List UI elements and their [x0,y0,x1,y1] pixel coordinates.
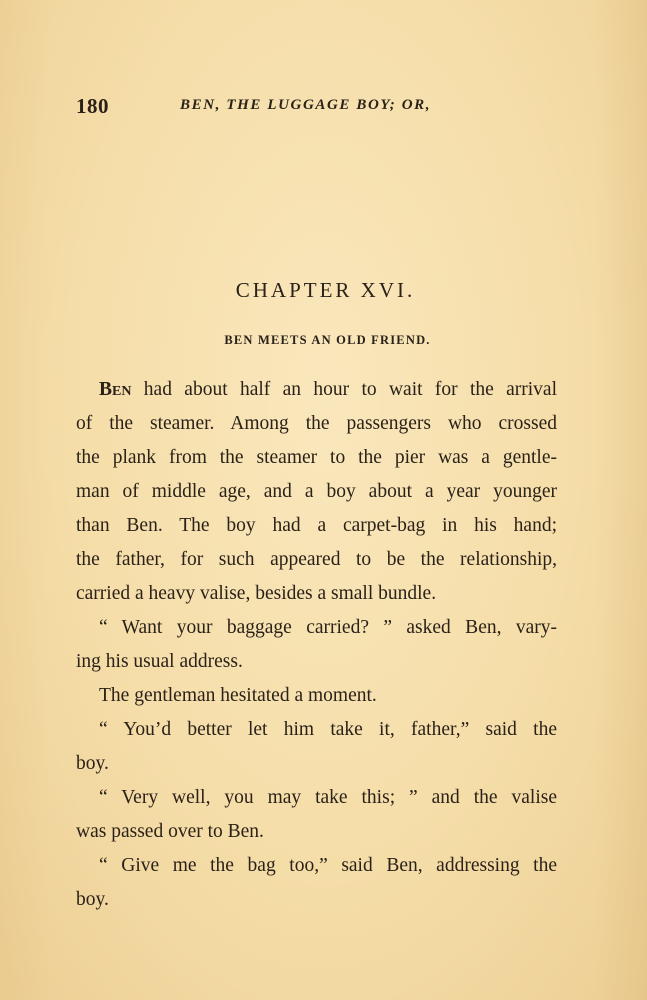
text-line: was passed over to Ben. [76,821,264,842]
text-line: of the steamer. Among the passengers who crossed [76,413,557,434]
text-line: “ Want your baggage carried? ” asked Ben, vary- [99,617,557,638]
lead-word: Ben [99,379,132,400]
text-line: “ You’d better let him take it, father,” said the [99,719,557,740]
page-number: 180 [76,94,109,118]
body-text [76,373,557,917]
text-line: the plank from the steamer to the pier was a gentle- [76,447,557,468]
text-line: The gentleman hesitated a moment. [99,685,377,706]
text-line: man of middle age, and a boy about a year younger [76,481,557,502]
text-line: carried a heavy valise, besides a small bundle. [76,583,437,604]
text-line [76,373,557,407]
text-line: boy. [76,753,109,774]
chapter-subtitle: BEN MEETS AN OLD FRIEND. [224,333,431,347]
chapter-title: CHAPTER XVI. [235,278,416,302]
text-line: than Ben. The boy had a carpet-bag in his hand; [76,515,557,536]
running-title: BEN, THE LUGGAGE BOY; OR, [180,97,432,113]
text-line: ing his usual address. [76,651,243,672]
text-line: boy. [76,889,109,910]
text-line: the father, for such appeared to be the relationship, [76,549,557,570]
text-line: “ Give me the bag too,” said Ben, addressing the [99,855,557,876]
text-line: “ Very well, you may take this; ” and the valise [99,787,557,808]
running-head [76,94,556,122]
line-text: had about half an hour to wait for the arrival [131,379,557,400]
